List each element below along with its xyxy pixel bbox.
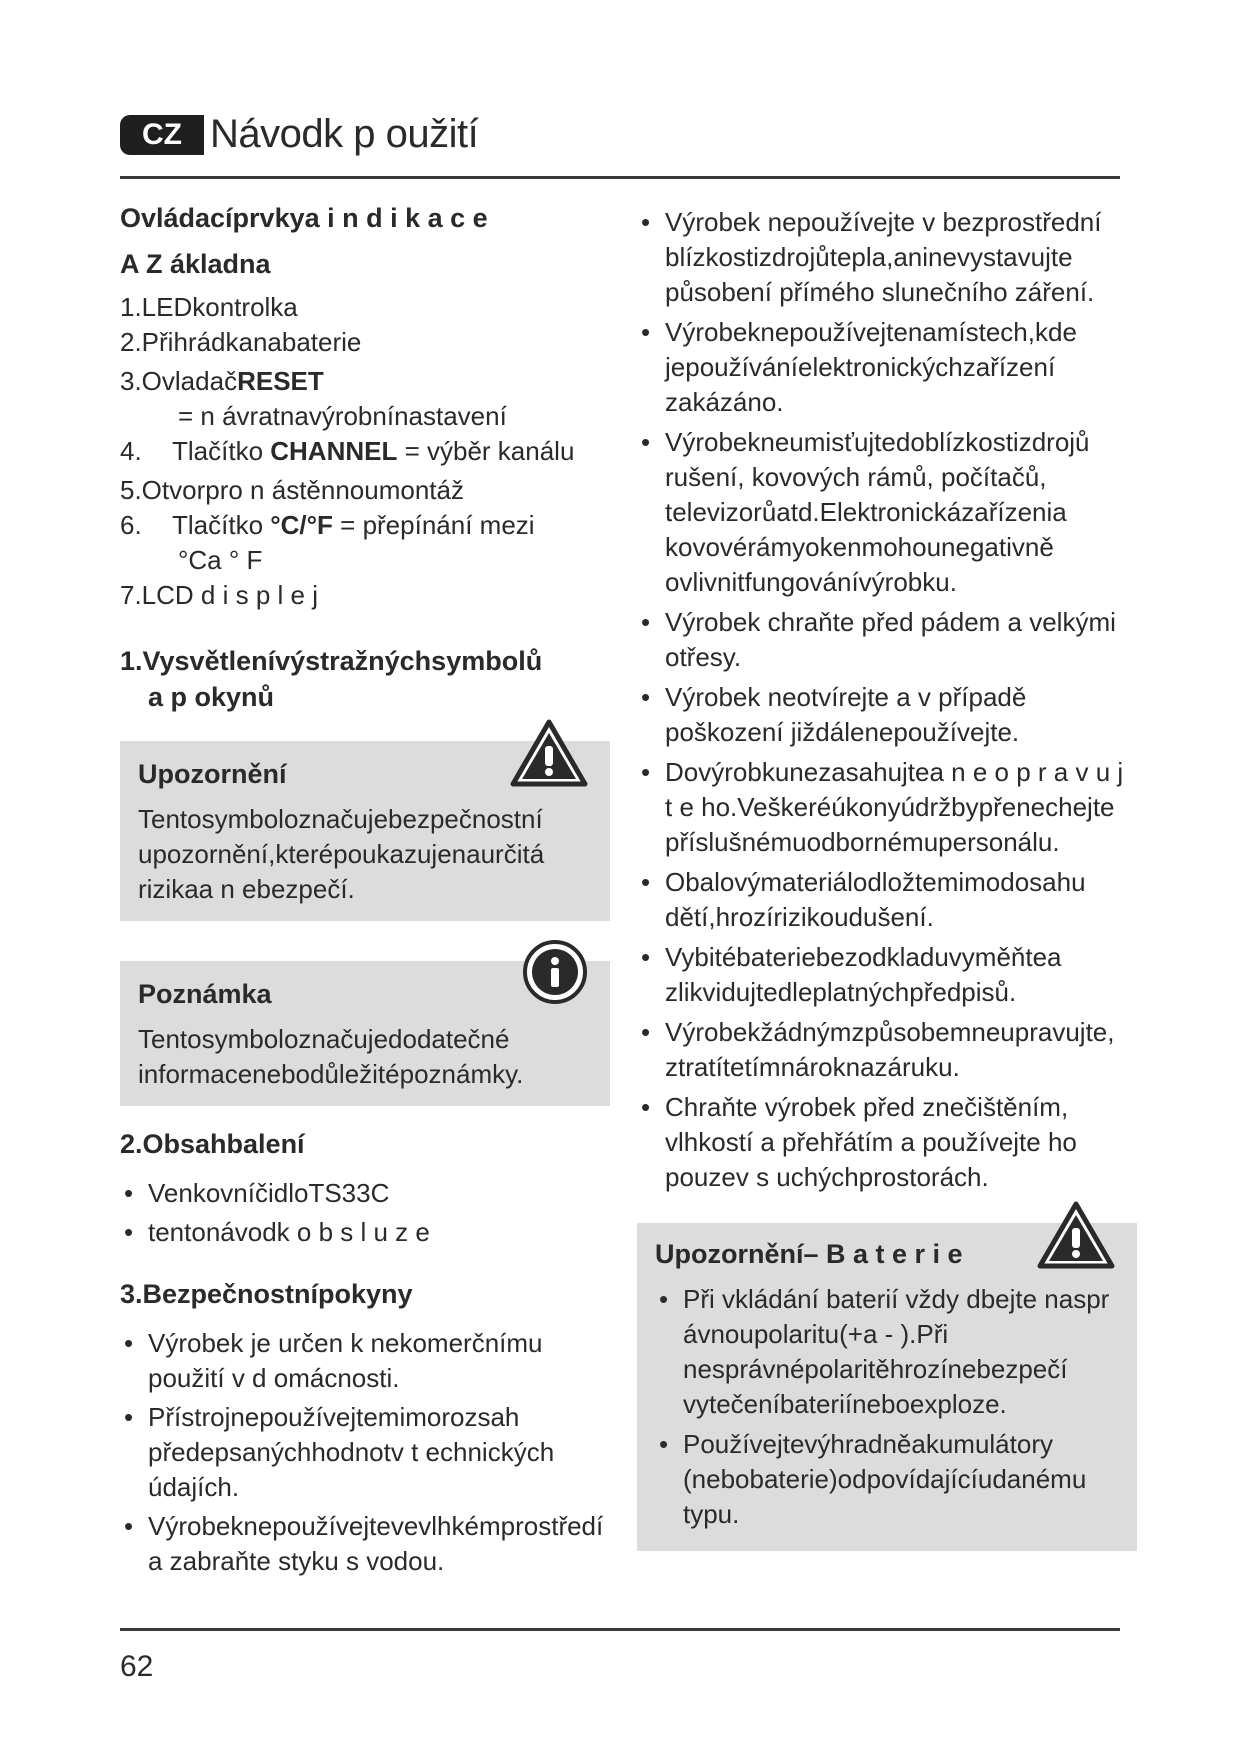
controls-heading: Ovládacíprvkya i n d i k a c e [120,203,488,233]
list-item: • Používejtevýhradněakumulátory (nebobaterie)odpovídajícíudanému typu. [655,1427,1119,1532]
list-item: • Chraňte výrobek před znečištěním, vlhkostí a přehřátím a používejte ho pouzev s uchýchprostorách. [637,1090,1137,1195]
symbols-heading-cont: a p okynů [148,682,275,712]
safety-list-right [637,205,1137,1195]
safety-list-left [120,1326,610,1579]
right-column [637,205,1137,1551]
symbols-heading: 1.Vysvětlenívýstražnýchsymbolů [120,646,543,676]
control-item: 4. Tlačítko CHANNEL = výběr kanálu [120,436,575,466]
control-item: 7.LCD d i s p l e j [120,580,318,610]
battery-warning-title: Upozornění– B a t e r i e [655,1239,963,1269]
language-badge: CZ [120,115,204,155]
page-title: Návodk p oužití [210,112,479,156]
list-item: • Výrobeknepoužívejtevevlhkémprostředí a zabraňte styku s vodou. [120,1509,610,1579]
list-item: • VenkovníčidloTS33C [120,1176,610,1211]
warning-title: Upozornění [138,759,287,789]
package-heading: 2.Obsahbalení [120,1129,305,1159]
control-item: 3.OvladačRESET [120,366,324,396]
list-item: • Přístrojnepoužívejtemimorozsah předepsanýchhodnotv t echnických údajích. [120,1400,610,1505]
list-item: • Výrobek nepoužívejte v bezprostřední blízkostizdrojůtepla,aninevystavujte působení přímého slunečního záření. [637,205,1137,310]
base-heading: A Z ákladna [120,249,271,279]
safety-heading: 3.Bezpečnostnípokyny [120,1279,413,1309]
note-text: Tentosymboloznačujedodatečné informacenebodůležitépoznámky. [138,1024,524,1089]
warning-text: Tentosymboloznačujebezpečnostní upozornění,kterépoukazujenaurčitá rizikaa n ebezpečí. [138,804,545,904]
list-item: • Výrobek chraňte před pádem a velkými otřesy. [637,605,1137,675]
warning-triangle-icon [510,719,588,796]
warning-triangle-icon [1037,1201,1115,1278]
left-column [120,200,610,1583]
list-item: • Dovýrobkunezasahujtea n e o p r a v u j t e ho.Veškeréúkonyúdržbypřenechejte příslušnémuodbornémupersonálu. [637,755,1137,860]
list-item: • Výrobekžádnýmzpůsobemneupravujte, ztratítetímnároknazáruku. [637,1015,1137,1085]
list-item: • tentonávodk o b s l u z e [120,1215,610,1250]
list-item: • Při vkládání baterií vždy dbejte naspr ávnoupolaritu(+a - ).Při nesprávnépolaritěhrozínebezpečí vytečeníbateriíneboexploze. [655,1282,1119,1422]
list-item: • Obalovýmateriálodložtemimodosahu dětí,hrozírizikoudušení. [637,865,1137,935]
package-list [120,1176,610,1250]
page-number: 62 [120,1650,154,1683]
control-item: 6. Tlačítko °C/°F = přepínání mezi [120,510,535,540]
list-item: • Výrobeknepoužívejtenamístech,kde jepoužíváníelektronickýchzařízení zakázáno. [637,315,1137,420]
list-item: • Výrobekneumisťujtedoblízkostizdrojů rušení, kovových rámů, počítačů, televizorůatd.Elektronickázařízenia kovovérámyokenmohounegativně ovlivnitfungovánívýrobku. [637,425,1137,600]
control-item-desc: °Ca ° F [178,545,263,575]
list-item: • Vybitébateriebezodkladuvyměňtea zlikvidujtedleplatnýchpředpisů. [637,940,1137,1010]
controls-list [120,290,610,613]
control-item: 2.Přihrádkanabaterie [120,327,362,357]
control-item-desc: = n ávratnavýrobnínastavení [178,401,507,431]
page-header [120,112,478,157]
header-divider [120,176,1120,179]
warning-box [120,741,610,921]
list-item: • Výrobek neotvírejte a v případě poškození jiždálenepoužívejte. [637,680,1137,750]
note-box [120,961,610,1106]
list-item: • Výrobek je určen k nekomerčnímu použití v d omácnosti. [120,1326,610,1396]
footer-divider [120,1628,1120,1631]
control-item: 5.Otvorpro n ástěnnoumontáž [120,475,464,505]
info-circle-icon [522,939,588,1014]
note-title: Poznámka [138,979,272,1009]
control-item: 1.LEDkontrolka [120,292,298,322]
battery-warning-list [655,1282,1119,1532]
battery-warning-box [637,1223,1137,1551]
